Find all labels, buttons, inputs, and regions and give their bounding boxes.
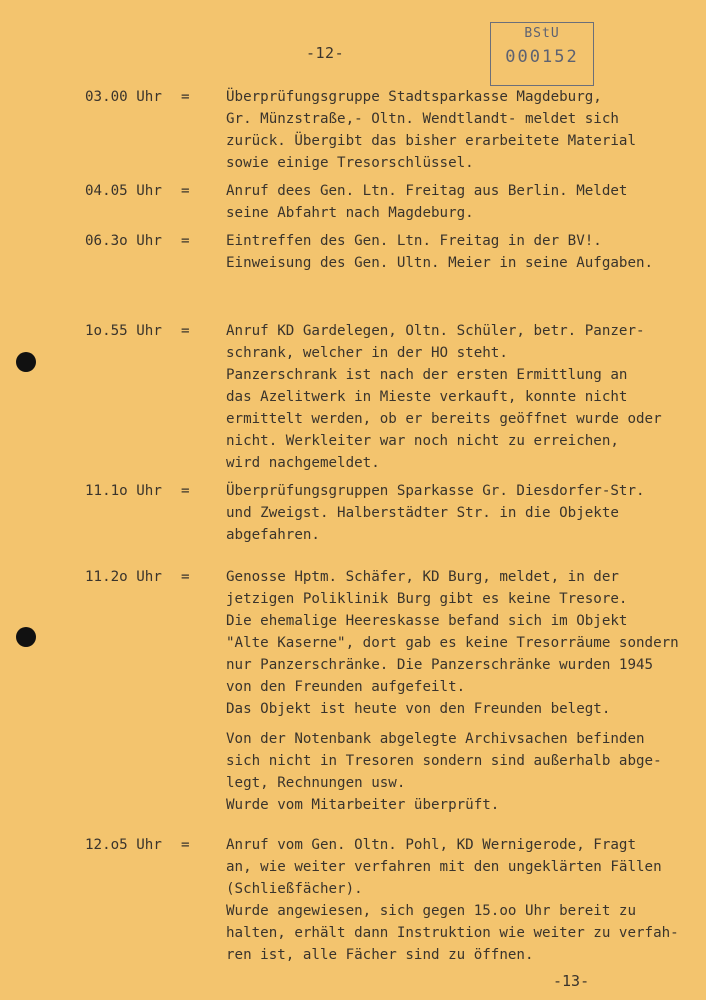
punch-hole-lower <box>16 627 36 647</box>
text-line: Panzerschrank ist nach der ersten Ermittlung an <box>226 367 628 383</box>
entry-equals: = <box>181 183 190 199</box>
text-line: Von der Notenbank abgelegte Archivsachen befinden <box>226 731 645 747</box>
entry-equals: = <box>181 837 190 853</box>
entry-equals: = <box>181 323 190 339</box>
entry-time: 12.o5 Uhr <box>85 837 162 853</box>
page-number: -12- <box>306 44 345 62</box>
text-line: an, wie weiter verfahren mit den ungeklärten Fällen <box>226 859 662 875</box>
text-line: (Schließfächer). <box>226 881 363 897</box>
entry-time: 11.2o Uhr <box>85 569 162 585</box>
text-line: seine Abfahrt nach Magdeburg. <box>226 205 474 221</box>
entry-equals: = <box>181 233 190 249</box>
entry-text <box>226 180 686 224</box>
text-line: "Alte Kaserne", dort gab es keine Tresorräume sondern <box>226 635 679 651</box>
text-line: und Zweigst. Halberstädter Str. in die Objekte <box>226 505 619 521</box>
text-line: ren ist, alle Fächer sind zu öffnen. <box>226 947 534 963</box>
entry-equals: = <box>181 483 190 499</box>
entry-time: 04.05 Uhr <box>85 183 162 199</box>
text-line: Wurde vom Mitarbeiter überprüft. <box>226 797 500 813</box>
text-line: halten, erhält dann Instruktion wie weiter zu verfah- <box>226 925 679 941</box>
text-line: legt, Rechnungen usw. <box>226 775 406 791</box>
entry-equals: = <box>181 569 190 585</box>
text-line: das Azelitwerk in Mieste verkauft, konnte nicht <box>226 389 628 405</box>
entry-time: 06.3o Uhr <box>85 233 162 249</box>
entry-time: 1o.55 Uhr <box>85 323 162 339</box>
text-line: Anruf vom Gen. Oltn. Pohl, KD Wernigerode, Fragt <box>226 837 636 853</box>
text-line: Anruf dees Gen. Ltn. Freitag aus Berlin. Meldet <box>226 183 628 199</box>
text-line: nur Panzerschränke. Die Panzerschränke wurden 1945 <box>226 657 654 673</box>
text-line: zurück. Übergibt das bisher erarbeitete Material <box>226 133 636 149</box>
entry-text <box>226 86 686 174</box>
text-line: abgefahren. <box>226 527 320 543</box>
stamp-number: 000152 <box>505 47 579 67</box>
archive-stamp <box>490 22 594 86</box>
text-line: Überprüfungsgruppen Sparkasse Gr. Diesdorfer-Str. <box>226 483 645 499</box>
text-line: wird nachgemeldet. <box>226 455 380 471</box>
text-line: von den Freunden aufgefeilt. <box>226 679 466 695</box>
text-line: Das Objekt ist heute von den Freunden belegt. <box>226 701 611 717</box>
text-line: Genosse Hptm. Schäfer, KD Burg, meldet, in der <box>226 569 619 585</box>
text-line: Die ehemalige Heereskasse befand sich im Objekt <box>226 613 628 629</box>
entry-text <box>226 480 686 546</box>
text-line: nicht. Werkleiter war noch nicht zu erreichen, <box>226 433 619 449</box>
text-line: Überprüfungsgruppe Stadtsparkasse Magdeburg, <box>226 89 602 105</box>
text-line: schrank, welcher in der HO steht. <box>226 345 508 361</box>
stamp-label: BStU <box>524 26 560 41</box>
entry-text <box>226 230 686 274</box>
text-line: Gr. Münzstraße,- Oltn. Wendtlandt- meldet sich <box>226 111 619 127</box>
entry-time: 03.00 Uhr <box>85 89 162 105</box>
punch-hole-upper <box>16 352 36 372</box>
text-line: sowie einige Tresorschlüssel. <box>226 155 474 171</box>
text-line: jetzigen Poliklinik Burg gibt es keine Tresore. <box>226 591 628 607</box>
entry-text <box>226 320 686 474</box>
entry-text <box>226 834 686 966</box>
entry-time: 11.1o Uhr <box>85 483 162 499</box>
text-line: Eintreffen des Gen. Ltn. Freitag in der BV!. <box>226 233 602 249</box>
text-line: Einweisung des Gen. Ultn. Meier in seine Aufgaben. <box>226 255 654 271</box>
text-line: sich nicht in Tresoren sondern sind außerhalb abge- <box>226 753 662 769</box>
entry-text <box>226 566 686 816</box>
text-line: ermittelt werden, ob er bereits geöffnet wurde oder <box>226 411 662 427</box>
entry-equals: = <box>181 89 190 105</box>
text-line: Anruf KD Gardelegen, Oltn. Schüler, betr. Panzer- <box>226 323 645 339</box>
next-page-marker: -13- <box>553 972 590 990</box>
text-line: Wurde angewiesen, sich gegen 15.oo Uhr bereit zu <box>226 903 636 919</box>
